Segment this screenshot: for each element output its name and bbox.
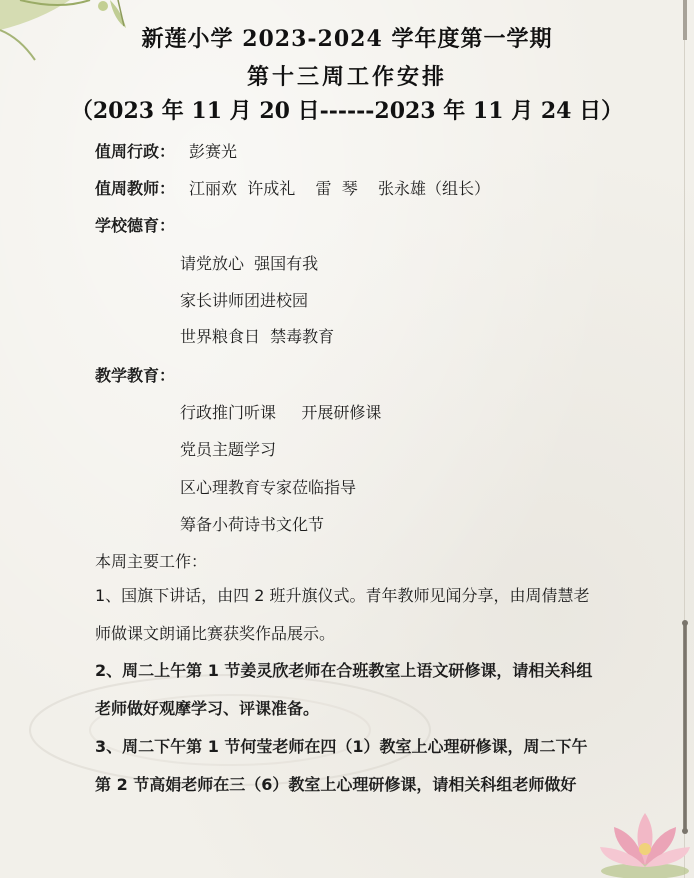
main-work-label: 本周主要工作：	[95, 552, 208, 571]
duty-admin-row	[95, 139, 237, 162]
document-title: 新莲小学 2023-2024 学年度第一学期	[141, 26, 553, 52]
teaching-item: 党员主题学习	[180, 440, 277, 459]
duty-teacher-label: 值周教师：	[95, 179, 176, 198]
teaching-item: 筹备小荷诗书文化节	[180, 515, 325, 534]
moral-section-label: 学校德育：	[95, 216, 176, 235]
moral-item: 请党放心 强国有我	[180, 254, 319, 273]
scroll-rod-icon	[683, 624, 687, 830]
scroll-knob-top	[682, 620, 688, 626]
moral-item: 家长讲师团进校园	[180, 291, 309, 310]
duty-teacher-value: 江丽欢 许成礼 雷 琴 张永雄（组长）	[189, 179, 491, 198]
document-subtitle: 第十三周工作安排	[246, 64, 447, 90]
lotus-flower-icon	[600, 805, 690, 878]
work-item-2: 2、周二上午第 1 节姜灵欣老师在合班教室上语文研修课，请相关科组老师做好观摩学习、评课准备。	[95, 661, 593, 718]
duty-teacher-row	[95, 176, 490, 199]
work-item-1: 1、国旗下讲话，由四 2 班升旗仪式。青年教师见闻分享，由周倩慧老师做课文朗诵比赛获奖作品展示。	[95, 586, 590, 643]
duty-admin-value: 彭赛光	[189, 142, 238, 161]
duty-admin-label: 值周行政：	[95, 142, 176, 161]
date-range: （2023 年 11 月 20 日------2023 年 11 月 24 日）	[70, 98, 624, 124]
teaching-item: 区心理教育专家莅临指导	[180, 478, 357, 497]
moral-item: 世界粮食日 禁毒教育	[180, 327, 335, 346]
teaching-item: 行政推门听课 开展研修课	[180, 403, 382, 422]
work-item-3: 3、周二下午第 1 节何莹老师在四（1）教室上心理研修课，周二下午第 2 节高娟老师在三（6）教室上心理研修课，请相关科组老师做好	[95, 737, 588, 794]
teaching-section-label: 教学教育：	[95, 366, 176, 385]
